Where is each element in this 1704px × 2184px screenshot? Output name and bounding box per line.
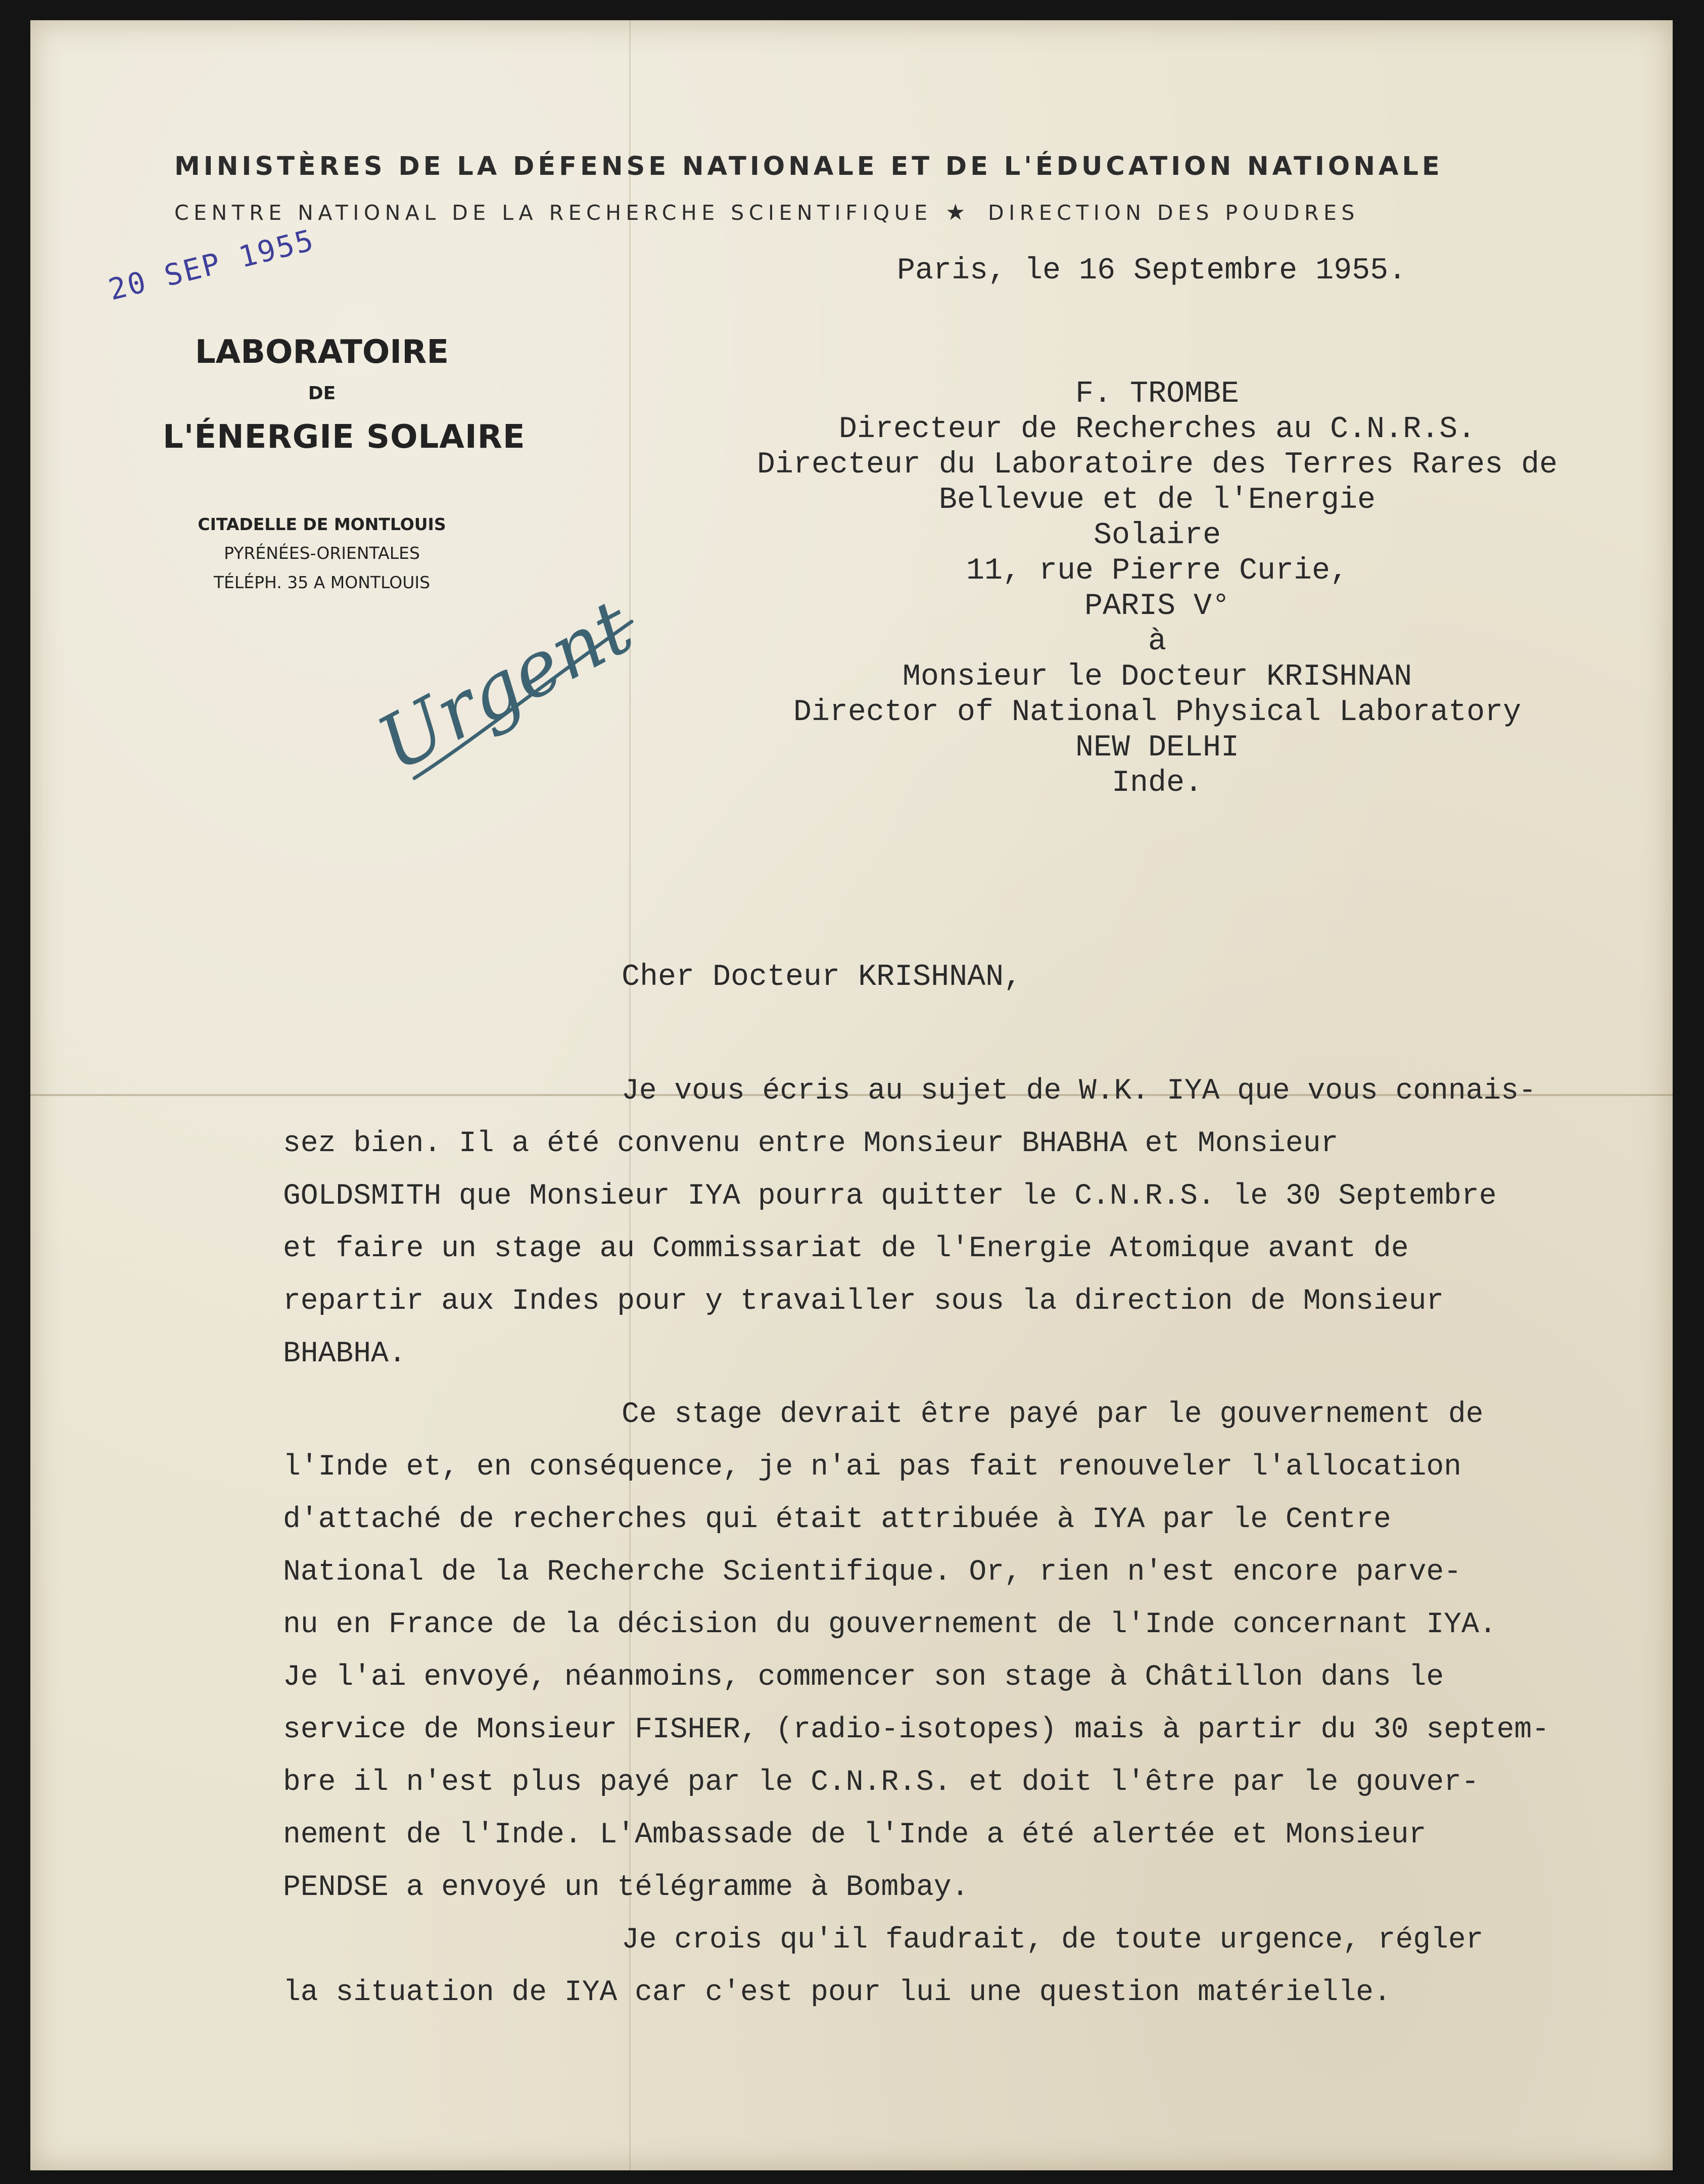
body-line: Je vous écris au sujet de W.K. IYA que vous connais-	[622, 1075, 1536, 1108]
body-line: la situation de IYA car c'est pour lui une question matérielle.	[283, 1976, 1391, 2009]
body-line: GOLDSMITH que Monsieur IYA pourra quitter le C.N.R.S. le 30 Septembre	[283, 1180, 1497, 1213]
body-line: repartir aux Indes pour y travailler sous la direction de Monsieur	[283, 1285, 1444, 1318]
body-line: et faire un stage au Commissariat de l'Energie Atomique avant de	[283, 1232, 1409, 1265]
lab-name-line2: DE	[308, 383, 336, 404]
recipient-line: NEW DELHI	[1075, 731, 1240, 765]
star-icon: ★	[945, 200, 966, 225]
letterhead-poudres: DIRECTION DES POUDRES	[988, 201, 1359, 225]
recipient-line: à	[1148, 625, 1166, 659]
salutation: Cher Docteur KRISHNAN,	[622, 960, 1022, 994]
body-line: Je l'ai envoyé, néanmoins, commencer son stage à Châtillon dans le	[283, 1661, 1444, 1694]
body-line: Je crois qu'il faudrait, de toute urgence, régler	[622, 1924, 1484, 1957]
date-line: Paris, le 16 Septembre 1955.	[897, 254, 1407, 288]
letter-sheet	[30, 20, 1673, 2170]
recipient-line: Inde.	[1111, 766, 1203, 800]
lab-name-line1: LABORATOIRE	[195, 334, 449, 371]
body-line: l'Inde et, en conséquence, je n'ai pas fait renouveler l'allocation	[283, 1451, 1461, 1484]
sender-line: PARIS V°	[1084, 589, 1230, 624]
body-line: d'attaché de recherches qui était attribuée à IYA par le Centre	[283, 1503, 1391, 1536]
body-line: sez bien. Il a été convenu entre Monsieur BHABHA et Monsieur	[283, 1127, 1339, 1160]
handwritten-urgent-note: Urgent	[364, 583, 647, 789]
body-paragraph-2	[283, 1389, 1658, 1914]
recipient-line: Director of National Physical Laboratory	[793, 695, 1522, 730]
sender-line: Directeur du Laboratoire des Terres Rares de	[756, 448, 1558, 482]
body-line: nu en France de la décision du gouvernement de l'Inde concernant IYA.	[283, 1608, 1497, 1641]
letterhead-ministries: MINISTÈRES DE LA DÉFENSE NATIONALE ET DE L'ÉDUCATION NATIONALE	[174, 152, 1443, 181]
sender-line: Directeur de Recherches au C.N.R.S.	[838, 412, 1476, 447]
lab-name-line3: L'ÉNERGIE SOLAIRE	[163, 418, 526, 456]
sender-line: F. TROMBE	[1075, 377, 1240, 411]
body-line: PENDSE a envoyé un télégramme à Bombay.	[283, 1871, 969, 1904]
letterhead-cnrs-line	[174, 200, 1359, 225]
received-date-stamp: 20 SEP 1955	[105, 222, 318, 307]
body-line: nement de l'Inde. L'Ambassade de l'Inde a été alertée et Monsieur	[283, 1819, 1427, 1851]
body-paragraph-3	[283, 1914, 1658, 2019]
sender-line: Bellevue et de l'Energie	[938, 483, 1376, 517]
recipient-line: Monsieur le Docteur KRISHNAN	[902, 660, 1412, 694]
body-line: National de la Recherche Scientifique. Or, rien n'est encore parve-	[283, 1556, 1461, 1589]
letterhead-cnrs: CENTRE NATIONAL DE LA RECHERCHE SCIENTIFIQUE	[174, 201, 932, 225]
lab-address-line3: TÉLÉPH. 35 A MONTLOUIS	[213, 573, 431, 592]
body-line: Ce stage devrait être payé par le gouvernement de	[622, 1398, 1484, 1431]
handwritten-underline	[394, 591, 647, 793]
sender-line: 11, rue Pierre Curie,	[966, 554, 1349, 588]
body-line: bre il n'est plus payé par le C.N.R.S. et doit l'être par le gouver-	[283, 1766, 1479, 1799]
body-line: BHABHA.	[283, 1338, 406, 1370]
lab-address-line1: CITADELLE DE MONTLOUIS	[198, 514, 446, 534]
lab-address-line2: PYRÉNÉES-ORIENTALES	[224, 543, 420, 563]
body-paragraph-1	[283, 1065, 1658, 1381]
body-line: service de Monsieur FISHER, (radio-isotopes) mais à partir du 30 septem-	[283, 1714, 1550, 1746]
sender-line: Solaire	[1093, 518, 1221, 553]
